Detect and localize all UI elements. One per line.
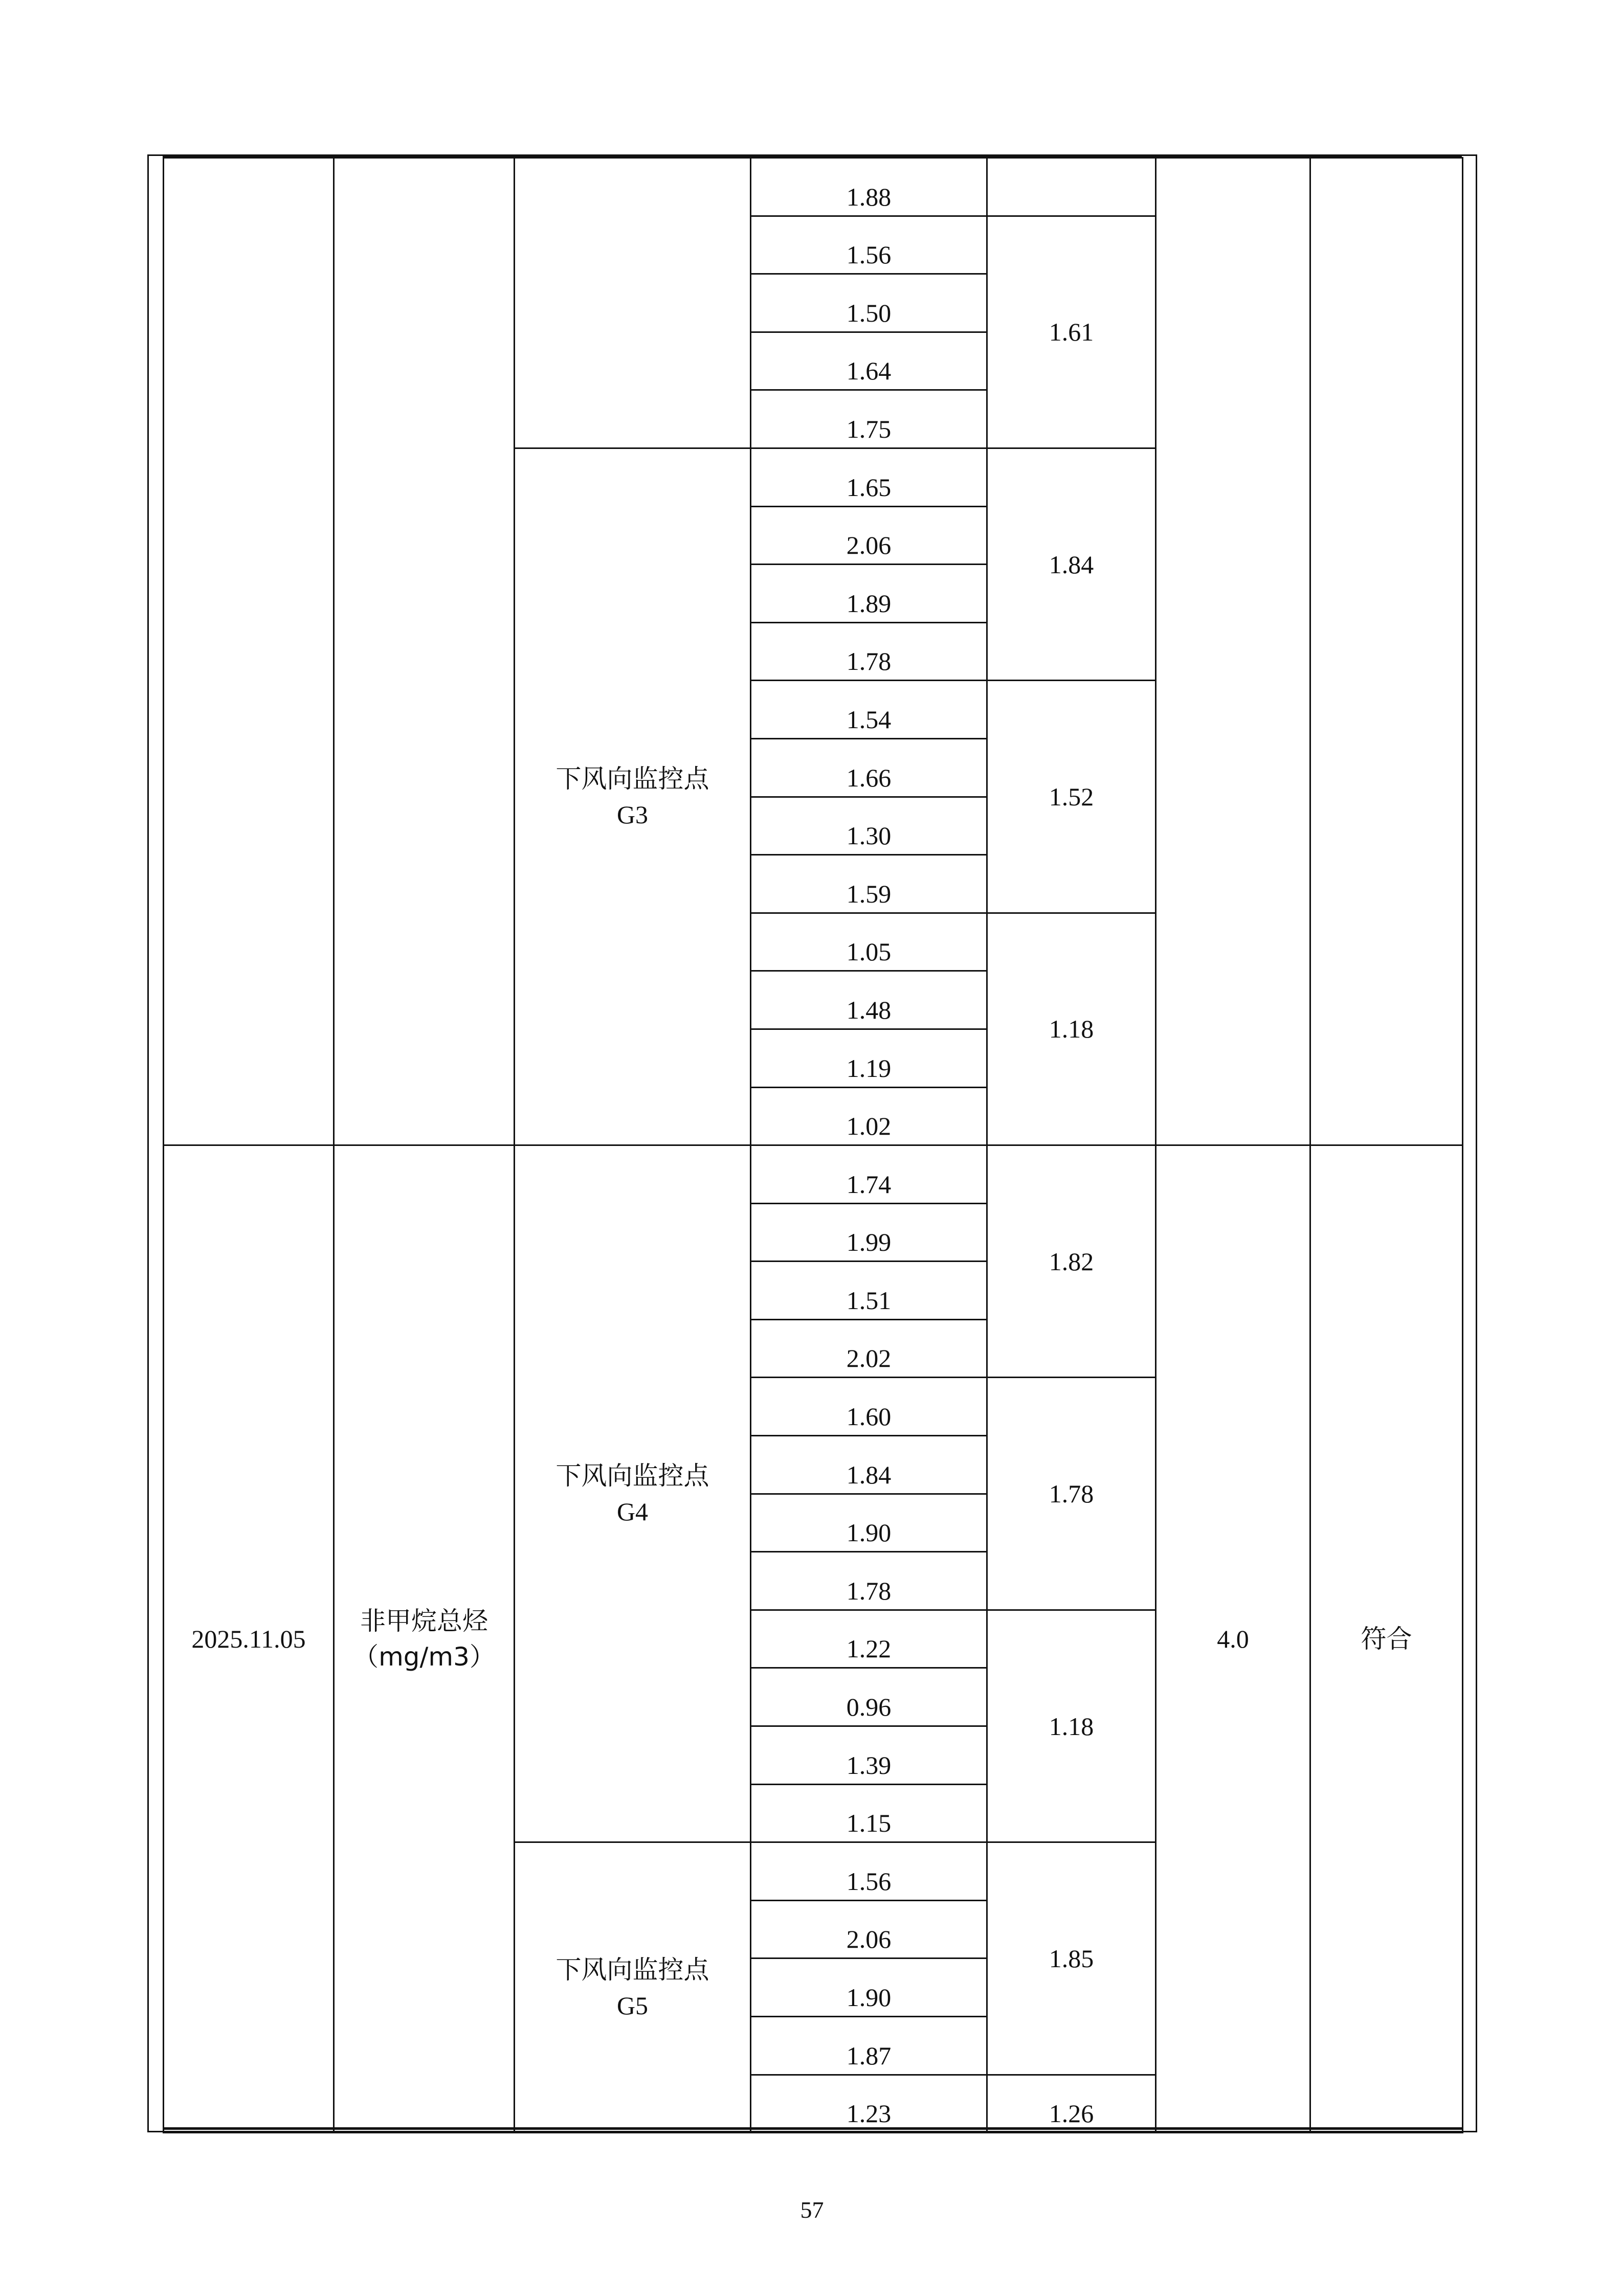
average-cell: 1.26 bbox=[987, 2075, 1156, 2133]
average-cell: 1.78 bbox=[987, 1378, 1156, 1610]
average-cell: 1.52 bbox=[987, 681, 1156, 913]
value-cell: 1.51 bbox=[751, 1262, 987, 1320]
result-cell: 符合 bbox=[1310, 1145, 1463, 2133]
site-label-g3-line2: G3 bbox=[616, 800, 649, 829]
value-cell: 1.75 bbox=[751, 390, 987, 448]
page-number: 57 bbox=[800, 2197, 824, 2223]
value-cell: 1.87 bbox=[751, 2017, 987, 2075]
value-cell: 2.02 bbox=[751, 1319, 987, 1378]
value-cell: 1.05 bbox=[751, 913, 987, 971]
value-cell: 1.60 bbox=[751, 1378, 987, 1436]
value-cell: 1.65 bbox=[751, 448, 987, 506]
site-label-g5-line2: G5 bbox=[616, 1991, 649, 2020]
value-cell: 1.39 bbox=[751, 1726, 987, 1785]
value-cell: 1.88 bbox=[751, 158, 987, 216]
site-label-g5-line1: 下风向监控点 bbox=[555, 1954, 709, 1985]
average-cell: 1.18 bbox=[987, 913, 1156, 1145]
item-cell bbox=[334, 1145, 515, 2133]
site-label-g4-line1: 下风向监控点 bbox=[555, 1461, 709, 1491]
item-cell-empty bbox=[334, 158, 515, 1145]
value-cell: 1.90 bbox=[751, 1494, 987, 1552]
item-unit: （mg/m3） bbox=[353, 1642, 495, 1672]
value-cell: 1.30 bbox=[751, 797, 987, 855]
date-cell-empty bbox=[164, 158, 334, 1145]
value-cell: 1.84 bbox=[751, 1436, 987, 1494]
value-cell: 1.54 bbox=[751, 681, 987, 739]
value-cell: 1.78 bbox=[751, 1552, 987, 1610]
value-cell: 1.50 bbox=[751, 274, 987, 332]
site-label-g3-line1: 下风向监控点 bbox=[555, 764, 709, 794]
site-cell-g4 bbox=[515, 1145, 751, 1842]
value-cell: 0.96 bbox=[751, 1668, 987, 1726]
value-cell: 1.90 bbox=[751, 1959, 987, 2017]
value-cell: 1.02 bbox=[751, 1087, 987, 1145]
value-cell: 1.15 bbox=[751, 1784, 987, 1842]
site-cell-g5 bbox=[515, 1842, 751, 2133]
value-cell: 1.89 bbox=[751, 565, 987, 623]
site-cell-g3 bbox=[515, 448, 751, 1145]
average-cell: 1.85 bbox=[987, 1842, 1156, 2075]
site-cell-continued bbox=[515, 158, 751, 448]
date-cell: 2025.11.05 bbox=[164, 1145, 334, 2133]
value-cell: 1.59 bbox=[751, 855, 987, 913]
value-cell: 1.56 bbox=[751, 216, 987, 274]
table-bottom-rule bbox=[163, 2127, 1462, 2130]
site-label-g4-line2: G4 bbox=[616, 1497, 649, 1526]
average-cell: 1.61 bbox=[987, 216, 1156, 448]
value-cell: 1.74 bbox=[751, 1145, 987, 1204]
table-row bbox=[164, 158, 1463, 216]
average-cell: 1.84 bbox=[987, 448, 1156, 680]
average-cell: 1.82 bbox=[987, 1145, 1156, 1378]
table-top-rule bbox=[163, 154, 1462, 157]
limit-cell-empty bbox=[1156, 158, 1310, 1145]
limit-cell: 4.0 bbox=[1156, 1145, 1310, 2133]
value-cell: 2.06 bbox=[751, 1900, 987, 1959]
average-cell bbox=[987, 158, 1156, 216]
value-cell: 1.56 bbox=[751, 1842, 987, 1901]
value-cell: 1.99 bbox=[751, 1203, 987, 1262]
table-row bbox=[164, 1145, 1463, 1204]
value-cell: 1.19 bbox=[751, 1029, 987, 1087]
item-name: 非甲烷总烃 bbox=[360, 1606, 488, 1636]
value-cell: 1.64 bbox=[751, 332, 987, 390]
monitoring-results-table bbox=[163, 157, 1463, 2133]
value-cell: 1.78 bbox=[751, 622, 987, 681]
average-cell: 1.18 bbox=[987, 1610, 1156, 1842]
value-cell: 1.22 bbox=[751, 1610, 987, 1668]
value-cell: 1.23 bbox=[751, 2075, 987, 2133]
result-cell-empty bbox=[1310, 158, 1463, 1145]
value-cell: 1.66 bbox=[751, 738, 987, 797]
value-cell: 2.06 bbox=[751, 506, 987, 565]
value-cell: 1.48 bbox=[751, 971, 987, 1029]
